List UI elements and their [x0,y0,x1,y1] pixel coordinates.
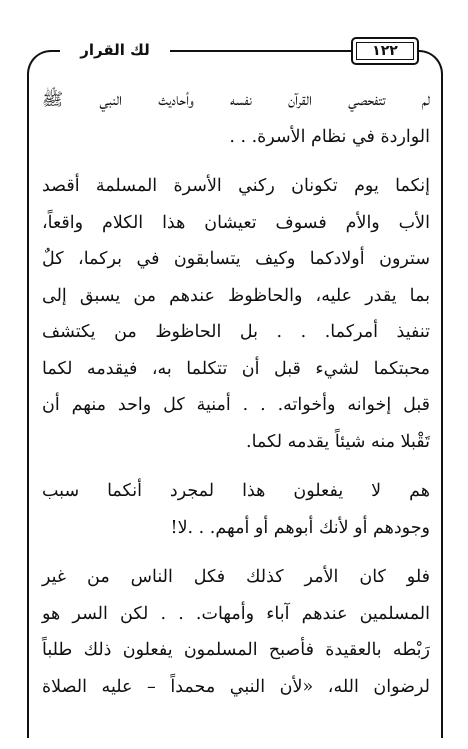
text-line: هم لا يفعلون هذا لمجرد أنكما سبب [42,481,430,501]
paragraph-4 [42,559,430,705]
text-line: الأب والأم فسوف تعيشان هذا الكلام واقعاً، [42,212,430,233]
page-number-inner-box [356,42,414,60]
text-line: محبتكما لشيء قبل أن تتكلما به، فيقدمه لكما [42,358,430,379]
text-line: المسلمين عندهم آباء وأمهات. . . لكن السر هو [42,603,430,624]
page-number: ١٢٢ [372,43,398,59]
page-number-box [351,37,419,65]
text-line: وجودهم أو لأنك أبوهم أو أمهم. . .لا! [170,517,430,538]
paragraph-1 [42,82,430,155]
text-line: رَبْطه بالعقيدة فأصبح المسلمون يفعلون ذلك طلباً [42,640,430,660]
text-line: لرضوان الله، «لأن النبي محمداً – عليه الصلاة [42,676,430,697]
text-line: بما يقدر عليه، والحاظوظ عندهم من يسبق إلى [42,285,430,306]
text-line: إنكما يوم تكونان ركني الأسرة المسلمة أقصد [42,176,430,196]
paragraph-3 [42,473,430,546]
text-line: قبل إخوانه وأخواته. . . أمنية كل واحد منهم أن [42,395,430,415]
text-line: الواردة في نظام الأسرة. . . [229,126,430,147]
paragraph-2 [42,168,430,460]
text-line: فلو كان الأمر كذلك فكل الناس من غير [42,567,430,587]
running-title: لك القرار [60,40,170,60]
text-line: لم تتفحصي القرآن نفسه وأحاديث النبي ﷺ [42,90,430,110]
text-line: سترون أولادكما وكيف يتسابقون في بركما، كلٌ [42,249,430,269]
text-line: تنفيذ أمركما. . . بل الحاظوظ من يكتشف [42,322,430,342]
text-line: تَقْبلا منه شيئاً يقدمه لكما. [246,431,430,452]
page-body [42,82,430,705]
